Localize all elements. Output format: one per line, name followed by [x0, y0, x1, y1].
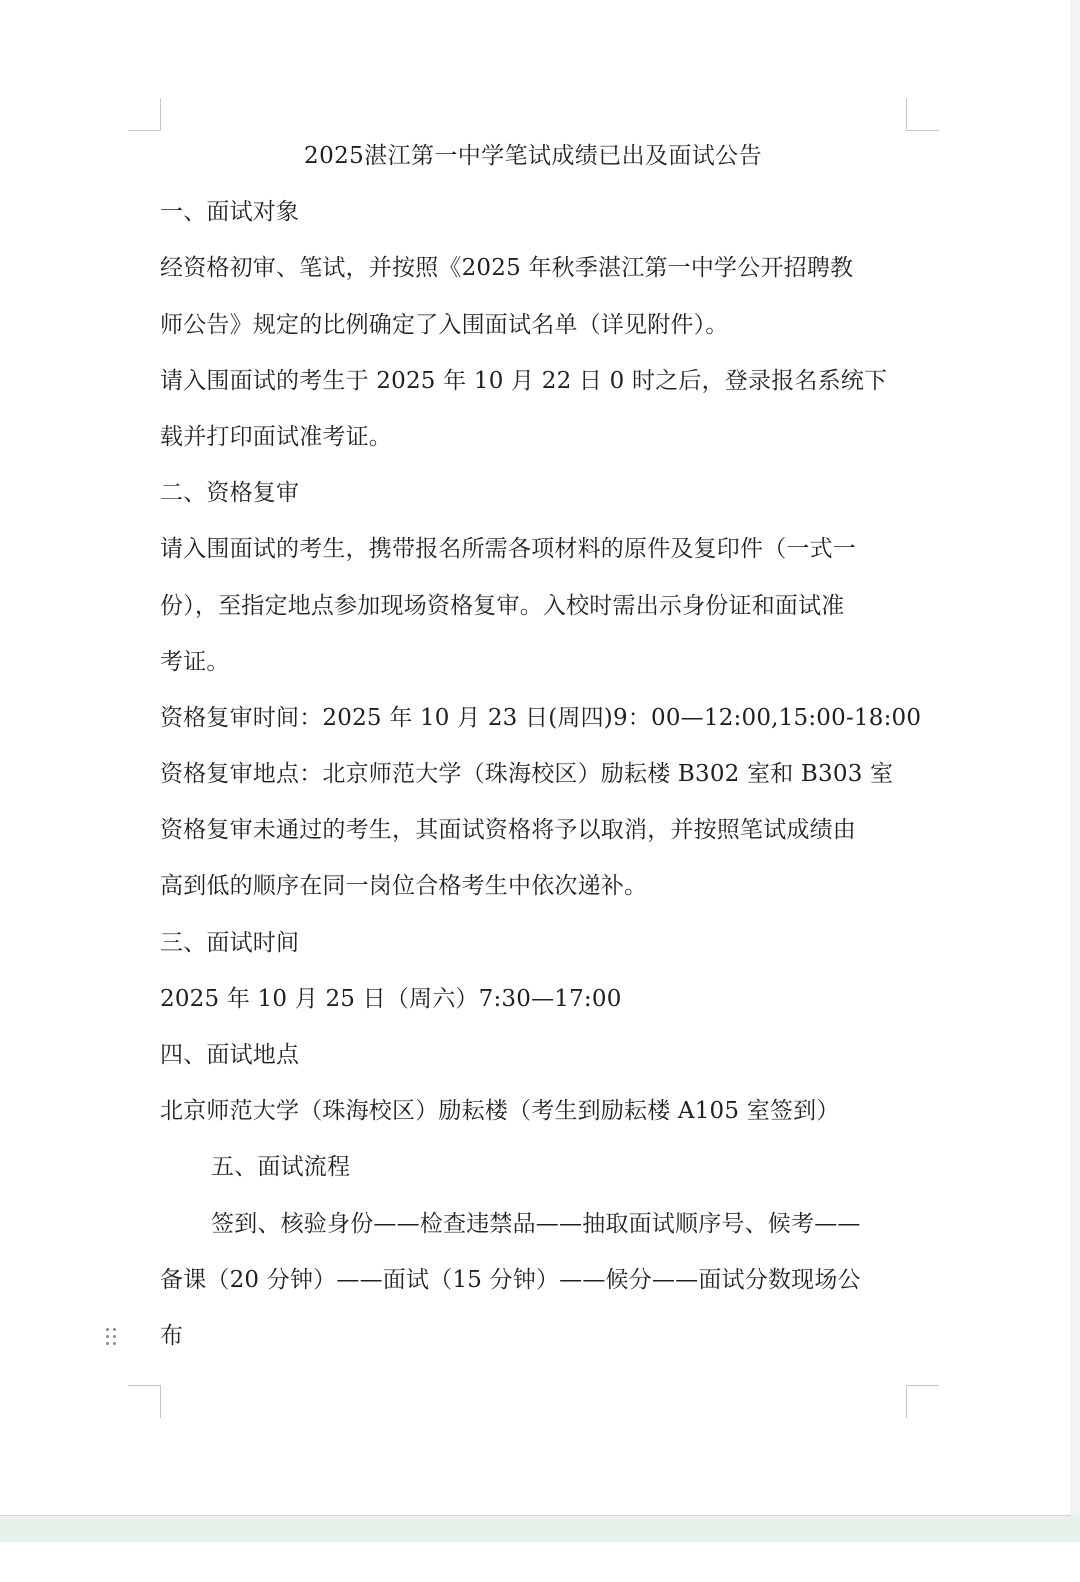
paragraph-line: 载并打印面试准考证。: [160, 423, 392, 450]
paragraph-line: 请入围面试的考生，携带报名所需各项材料的原件及复印件（一式一: [160, 536, 856, 563]
crop-mark-bottom-right: [906, 1385, 939, 1418]
block-drag-handle-icon[interactable]: [104, 1327, 118, 1347]
paragraph-line: 高到低的顺序在同一岗位合格考生中依次递补。: [160, 873, 648, 900]
paragraph-line: 请入围面试的考生于 2025 年 10 月 22 日 0 时之后，登录报名系统下: [160, 367, 888, 394]
review-time-line: 资格复审时间：2025 年 10 月 23 日(周四)9：00—12:00,15:00-18:00: [160, 704, 922, 731]
window-edge: [1070, 0, 1080, 1515]
paragraph-line: 师公告》规定的比例确定了入围面试名单（详见附件）。: [160, 311, 729, 338]
crop-mark-top-left: [128, 98, 161, 131]
paragraph-line: 签到、核验身份——检查违禁品——抽取面试顺序号、候考——: [211, 1210, 861, 1237]
section-heading-interview-location: 四、面试地点: [160, 1042, 300, 1068]
paragraph-line: 考证。: [160, 648, 230, 675]
paragraph-line: 经资格初审、笔试，并按照《2025 年秋季湛江第一中学公开招聘教: [160, 255, 854, 282]
section-heading-interview-time: 三、面试时间: [160, 929, 300, 956]
interview-time-line: 2025 年 10 月 25 日（周六）7:30—17:00: [160, 985, 622, 1012]
document-body[interactable]: [160, 128, 920, 1364]
paragraph-line: 份），至指定地点参加现场资格复审。入校时需出示身份证和面试准: [160, 592, 845, 619]
paragraph-line: 备课（20 分钟）——面试（15 分钟）——候分——面试分数现场公: [160, 1266, 861, 1293]
crop-mark-top-right: [906, 98, 939, 131]
editor-bottom-bar: [0, 1516, 1080, 1582]
crop-mark-bottom-left: [128, 1385, 161, 1418]
section-heading-interview-process: 五、面试流程: [211, 1154, 351, 1181]
paragraph-line: 资格复审未通过的考生，其面试资格将予以取消，并按照笔试成绩由: [160, 817, 856, 844]
review-location-line: 资格复审地点：北京师范大学（珠海校区）励耘楼 B302 室和 B303 室: [160, 761, 894, 788]
document-title: 2025湛江第一中学笔试成绩已出及面试公告: [304, 143, 762, 169]
paragraph-line: 布: [160, 1322, 184, 1349]
interview-location-line: 北京师范大学（珠海校区）励耘楼（考生到励耘楼 A105 室签到）: [160, 1098, 840, 1125]
section-heading-interview-target: 一、面试对象: [160, 199, 300, 226]
section-heading-qualification-review: 二、资格复审: [160, 480, 300, 507]
